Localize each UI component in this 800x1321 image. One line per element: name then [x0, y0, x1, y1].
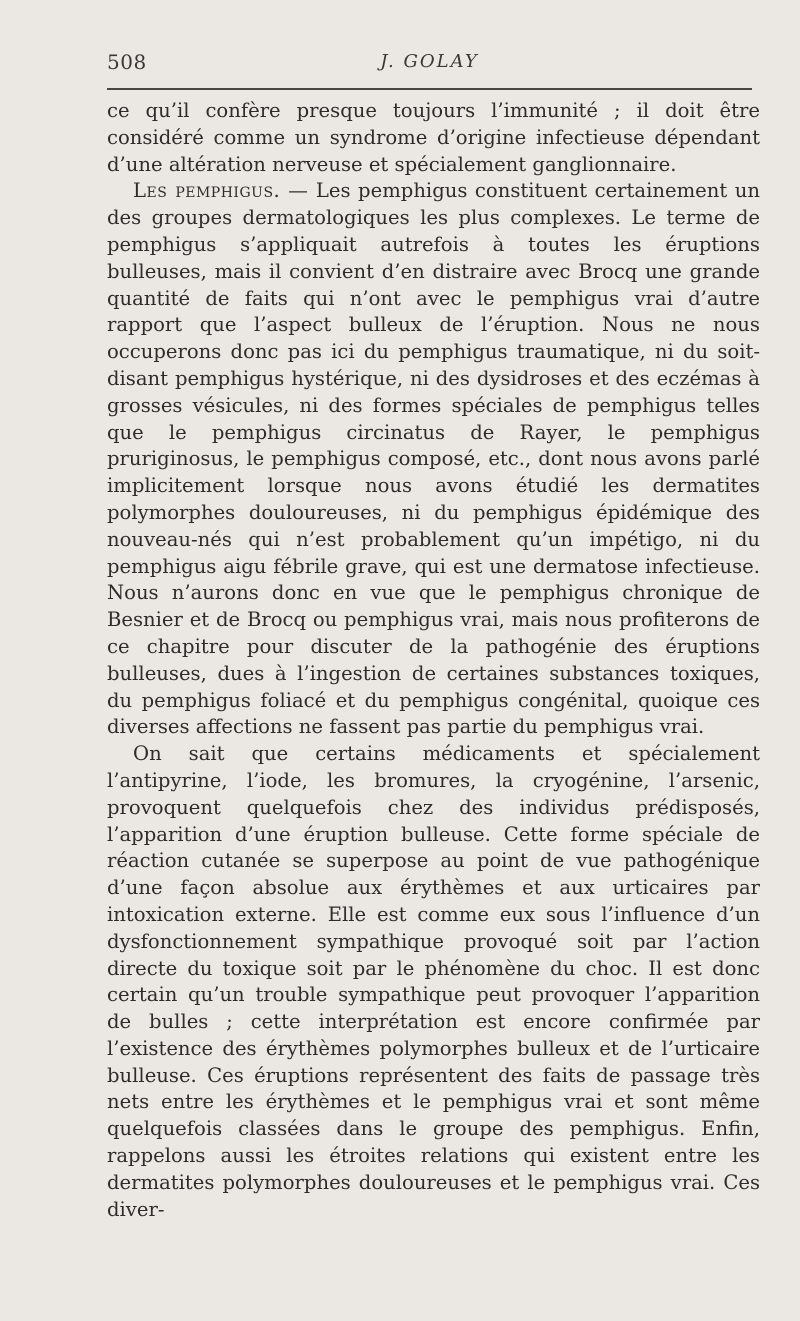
paragraph-1-text: ce qu’il confère presque toujours l’immunité ; il doit être considéré comme un syndrome d’origine infectieuse dépendant d’une altération nerveuse et spécialement ganglionnaire. — [107, 99, 760, 176]
paragraph-2 — [107, 178, 760, 741]
page-header — [107, 46, 752, 76]
paragraph-1 — [107, 98, 760, 178]
paragraph-3 — [107, 741, 760, 1223]
running-head: J. GOLAY — [380, 51, 479, 72]
header-rule — [107, 88, 752, 90]
section-heading-pemphigus: Les pemphigus. — — [133, 179, 309, 203]
paragraph-3-text: On sait que certains médicaments et spécialement l’antipyrine, l’iode, les bromures, la cryogénine, l’arsenic, provoquent quelquefois chez des individus prédisposés, l’apparition d’une éruption bulleuse. Cette forme spéciale de réaction cutanée se superpose au point de vue pathogénique d’une façon absolue aux érythèmes et aux urticaires par intoxication externe. Elle est comme eux sous l’influence d’un dysfonctionnement sympathique provoqué soit par l’action directe du toxique soit par le phénomène du choc. Il est donc certain qu’un trouble sympathique peut provoquer l’apparition de bulles ; cette interprétation est encore confirmée par l’existence des érythèmes polymorphes bulleux et de l’urticaire bulleuse. Ces éruptions représentent des faits de passage très nets entre les érythèmes et le pemphigus vrai et sont même quelquefois classées dans le groupe des pemphigus. Enfin, rappelons aussi les étroites relations qui existent entre les dermatites polymorphes douloureuses et le pemphigus vrai. Ces diver- — [107, 742, 760, 1221]
paragraph-2-text: Les pemphigus constituent certainement un des groupes dermatologiques les plus complexes. Le terme de pemphigus s’appliquait autrefois à toutes les éruptions bulleuses, mais il convient d’en distraire avec Brocq une grande quantité de faits qui n’ont avec le pemphigus vrai d’autre rapport que l’aspect bulleux de l’éruption. Nous ne nous occuperons donc pas ici du pemphigus traumatique, ni du soit-disant pemphigus hystérique, ni des dysidroses et des eczémas à grosses vésicules, ni des formes spéciales de pemphigus telles que le pemphigus circinatus de Rayer, le pemphigus pruriginosus, le pemphigus composé, etc., dont nous avons parlé implicitement lorsque nous avons étudié les dermatites polymorphes douloureuses, ni du pemphigus épidémique des nouveau-nés qui n’est probablement qu’un impétigo, ni du pemphigus aigu fébrile grave, qui est une dermatose infectieuse. Nous n’aurons donc en vue que le pemphigus chronique de Besnier et de Brocq ou pemphigus vrai, mais nous profiterons de ce chapitre pour discuter de la pathogénie des éruptions bulleuses, dues à l’ingestion de certaines substances toxiques, du pemphigus foliacé et du pemphigus congénital, quoique ces diverses affections ne fassent pas partie du pemphigus vrai. — [107, 179, 760, 739]
body-text — [107, 98, 760, 1223]
page-number: 508 — [107, 50, 147, 74]
